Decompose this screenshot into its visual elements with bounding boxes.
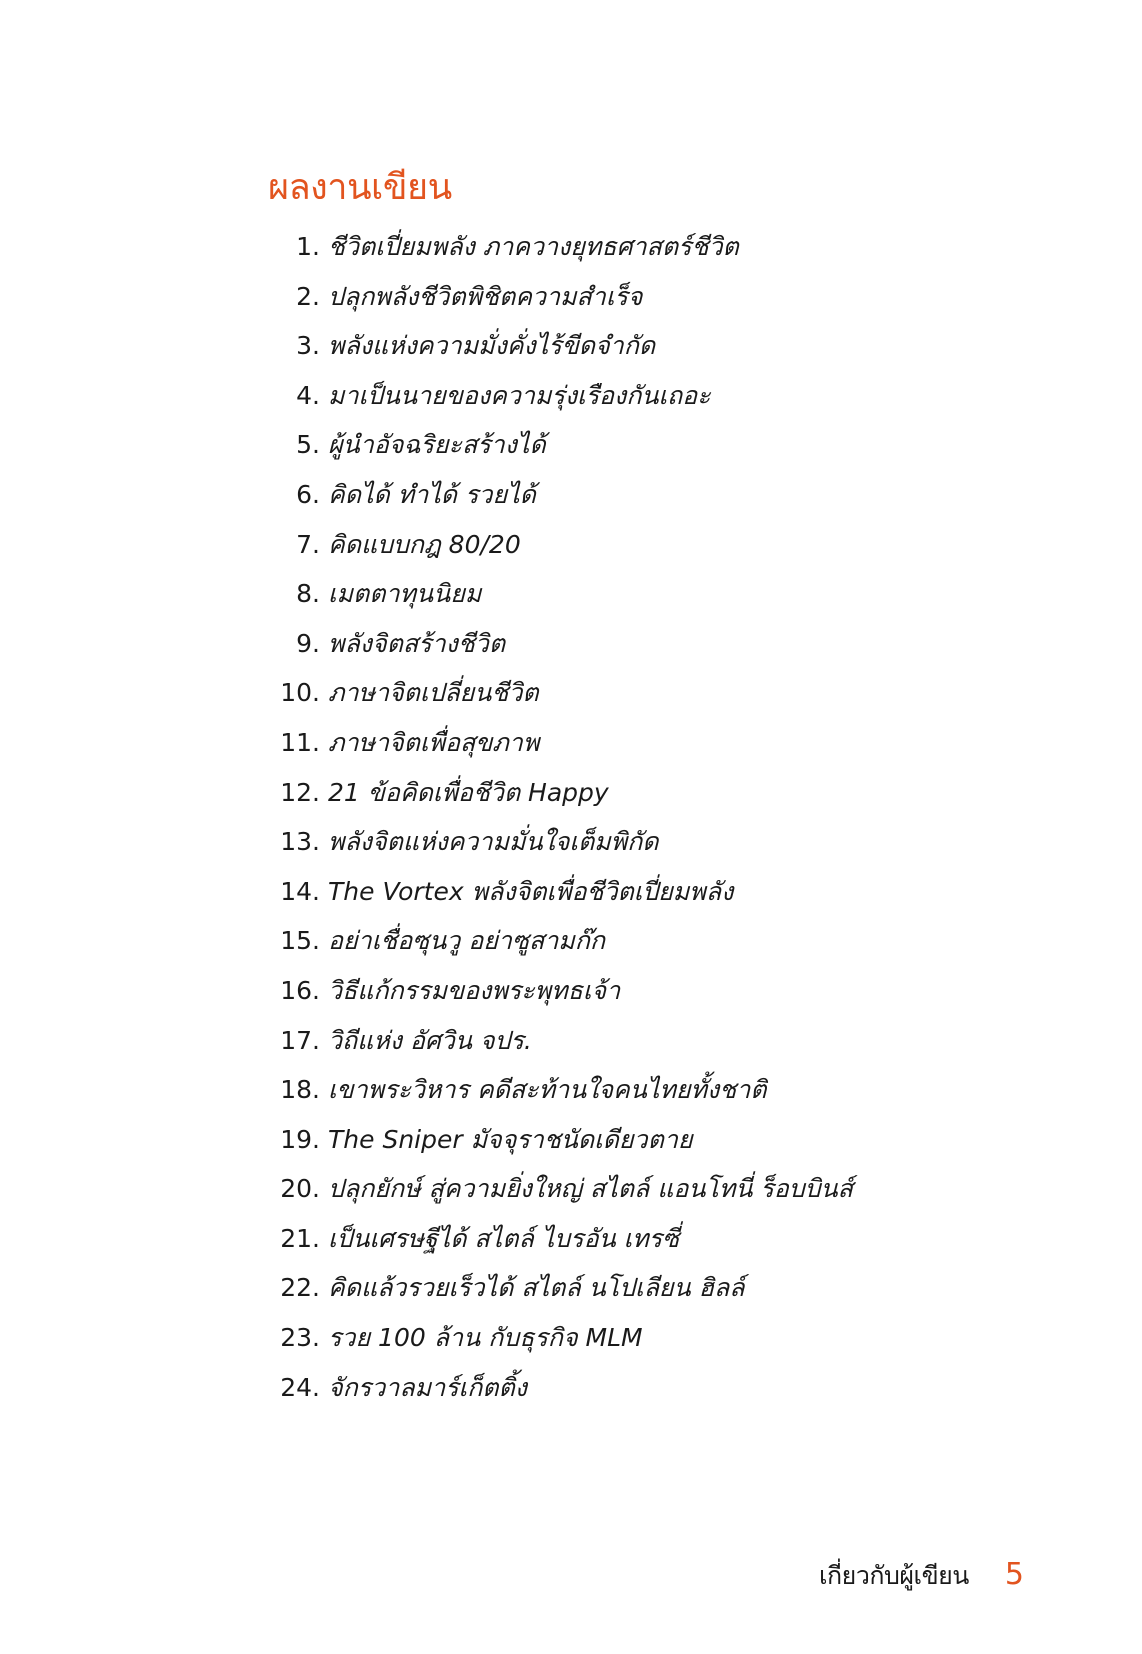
list-item-number: 19. [280, 1124, 320, 1154]
list-item-title: จักรวาลมาร์เก็ตติ้ง [328, 1372, 527, 1402]
list-item-number: 16. [280, 975, 320, 1005]
list-item-number: 4. [296, 380, 320, 410]
list-item [268, 1115, 853, 1165]
list-item-title: เป็นเศรษฐีได้ สไตล์ ไบรอัน เทรซี่ [328, 1223, 680, 1253]
list-item-number: 8. [296, 579, 320, 609]
list-item [268, 569, 853, 619]
list-item [268, 768, 853, 818]
list-item-number: 15. [280, 926, 320, 956]
list-item [268, 1164, 853, 1214]
list-item [268, 718, 853, 768]
list-item-title: คิดแล้วรวยเร็วได้ สไตล์ นโปเลียน ฮิลล์ [328, 1273, 745, 1303]
list-item [268, 867, 853, 917]
list-item-title: เมตตาทุนนิยม [328, 579, 482, 609]
list-item-number: 13. [280, 827, 320, 857]
list-item [268, 1313, 853, 1363]
list-item-title: อย่าเชื่อซุนวู อย่าซูสามก๊ก [328, 926, 605, 956]
list-item-number: 7. [296, 529, 320, 559]
page-number: 5 [1004, 1557, 1024, 1592]
list-item-number: 10. [280, 678, 320, 708]
list-item-number: 18. [280, 1075, 320, 1105]
list-item-number: 20. [280, 1174, 320, 1204]
list-item-number: 2. [296, 281, 320, 311]
list-item-title: มาเป็นนายของความรุ่งเรืองกันเถอะ [328, 380, 711, 410]
list-item-title: ภาษาจิตเปลี่ยนชีวิต [328, 678, 539, 708]
list-item-title: ภาษาจิตเพื่อสุขภาพ [328, 727, 540, 757]
list-item [268, 1214, 853, 1264]
list-item-number: 23. [280, 1323, 320, 1353]
list-item [268, 272, 853, 322]
works-list [268, 222, 853, 1412]
list-item-number: 1. [296, 232, 320, 261]
list-item-number: 21. [280, 1223, 320, 1253]
list-item-title: เขาพระวิหาร คดีสะท้านใจคนไทยทั้งชาติ [328, 1075, 767, 1105]
list-item [268, 520, 853, 570]
list-item-number: 24. [280, 1372, 320, 1402]
list-item [268, 916, 853, 966]
list-item [268, 668, 853, 718]
list-item-number: 6. [296, 479, 320, 509]
list-item-title: พลังจิตแห่งความมั่นใจเต็มพิกัด [328, 827, 659, 857]
list-item-number: 12. [280, 777, 320, 807]
list-item [268, 222, 853, 272]
list-item [268, 1363, 853, 1413]
list-item-number: 22. [280, 1273, 320, 1303]
list-item [268, 1065, 853, 1115]
list-item-title: ชีวิตเปี่ยมพลัง ภาควางยุทธศาสตร์ชีวิต [328, 232, 739, 261]
list-item-title: 21 ข้อคิดเพื่อชีวิต Happy [328, 777, 609, 807]
list-item [268, 619, 853, 669]
list-item-title: The Vortex พลังจิตเพื่อชีวิตเปี่ยมพลัง [328, 876, 734, 906]
list-item-title: พลังจิตสร้างชีวิต [328, 628, 506, 658]
list-item-number: 9. [296, 628, 320, 658]
list-item-title: วิธีแก้กรรมของพระพุทธเจ้า [328, 975, 621, 1005]
list-item [268, 470, 853, 520]
list-item-title: คิดได้ ทำได้ รวยได้ [328, 479, 536, 509]
list-item-number: 11. [280, 727, 320, 757]
section-heading: ผลงานเขียน [268, 167, 452, 208]
list-item-title: คิดแบบกฎ 80/20 [328, 529, 521, 559]
list-item [268, 817, 853, 867]
list-item [268, 321, 853, 371]
list-item-title: วิถีแห่ง อัศวิน จปร. [328, 1025, 532, 1055]
list-item-number: 5. [296, 430, 320, 460]
list-item-number: 3. [296, 331, 320, 361]
list-item-number: 17. [280, 1025, 320, 1055]
list-item-title: The Sniper มัจจุราชนัดเดียวตาย [328, 1124, 693, 1154]
footer-section-label: เกี่ยวกับผู้เขียน [819, 1561, 969, 1590]
list-item-title: พลังแห่งความมั่งคั่งไร้ขีดจำกัด [328, 331, 656, 361]
list-item [268, 966, 853, 1016]
list-item-title: ปลุกพลังชีวิตพิชิตความสำเร็จ [328, 281, 643, 311]
list-item-title: ปลุกยักษ์ สู่ความยิ่งใหญ่ สไตล์ แอนโทนี่ ร็อบบินส์ [328, 1174, 853, 1204]
list-item-number: 14. [280, 876, 320, 906]
list-item-title: ผู้นำอัจฉริยะสร้างได้ [328, 430, 546, 460]
list-item [268, 420, 853, 470]
list-item [268, 371, 853, 421]
page-footer [819, 1556, 1024, 1596]
list-item [268, 1016, 853, 1066]
list-item-title: รวย 100 ล้าน กับธุรกิจ MLM [328, 1323, 643, 1353]
list-item [268, 1263, 853, 1313]
